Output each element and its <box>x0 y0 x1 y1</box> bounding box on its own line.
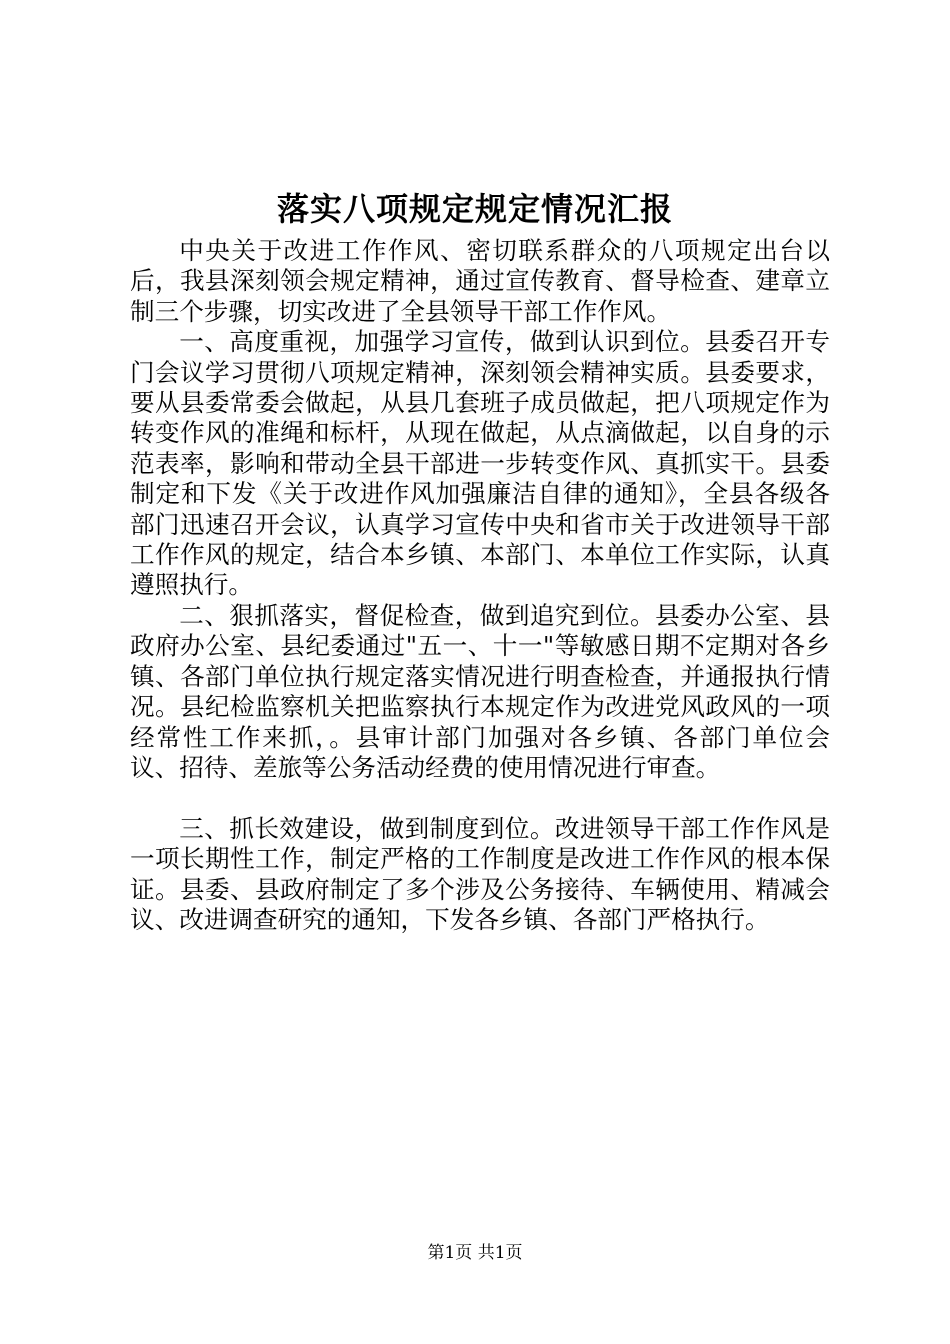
document-body <box>130 236 830 935</box>
page-footer <box>0 1241 950 1265</box>
paragraph-section-2: 二、狠抓落实，督促检查，做到追究到位。县委办公室、县政府办公室、县纪委通过"五一、十一"等敏感日期不定期对各乡镇、各部门单位执行规定落实情况进行明查检查，并通报执行情况。县纪检监察机关把监察执行本规定作为改进党风政风的一项经常性工作来抓，。县审计部门加强对各乡镇、各部门单位会议、招待、差旅等公务活动经费的使用情况进行审查。 <box>130 600 830 782</box>
paragraph-section-1: 一、高度重视，加强学习宣传，做到认识到位。县委召开专门会议学习贯彻八项规定精神，深刻领会精神实质。县委要求，要从县委常委会做起，从县几套班子成员做起，把八项规定作为转变作风的准绳和标杆，从现在做起，从点滴做起，以自身的示范表率，影响和带动全县干部进一步转变作风、真抓实干。县委制定和下发《关于改进作风加强廉洁自律的通知》，全县各级各部门迅速召开会议，认真学习宣传中央和省市关于改进领导干部工作作风的规定，结合本乡镇、本部门、本单位工作实际，认真遵照执行。 <box>130 327 830 600</box>
page-number: 第1页 <box>427 1243 473 1263</box>
document-title: 落实八项规定规定情况汇报 <box>276 190 673 228</box>
paragraph-section-3: 三、抓长效建设，做到制度到位。改进领导干部工作作风是一项长期性工作，制定严格的工作制度是改进工作作风的根本保证。县委、县政府制定了多个涉及公务接待、车辆使用、精减会议、改进调查研究的通知，下发各乡镇、各部门严格执行。 <box>130 813 830 934</box>
paragraph-intro: 中央关于改进工作作风、密切联系群众的八项规定出台以后，我县深刻领会规定精神，通过宣传教育、督导检查、建章立制三个步骤，切实改进了全县领导干部工作作风。 <box>130 236 830 326</box>
page-total: 共1页 <box>477 1243 523 1263</box>
